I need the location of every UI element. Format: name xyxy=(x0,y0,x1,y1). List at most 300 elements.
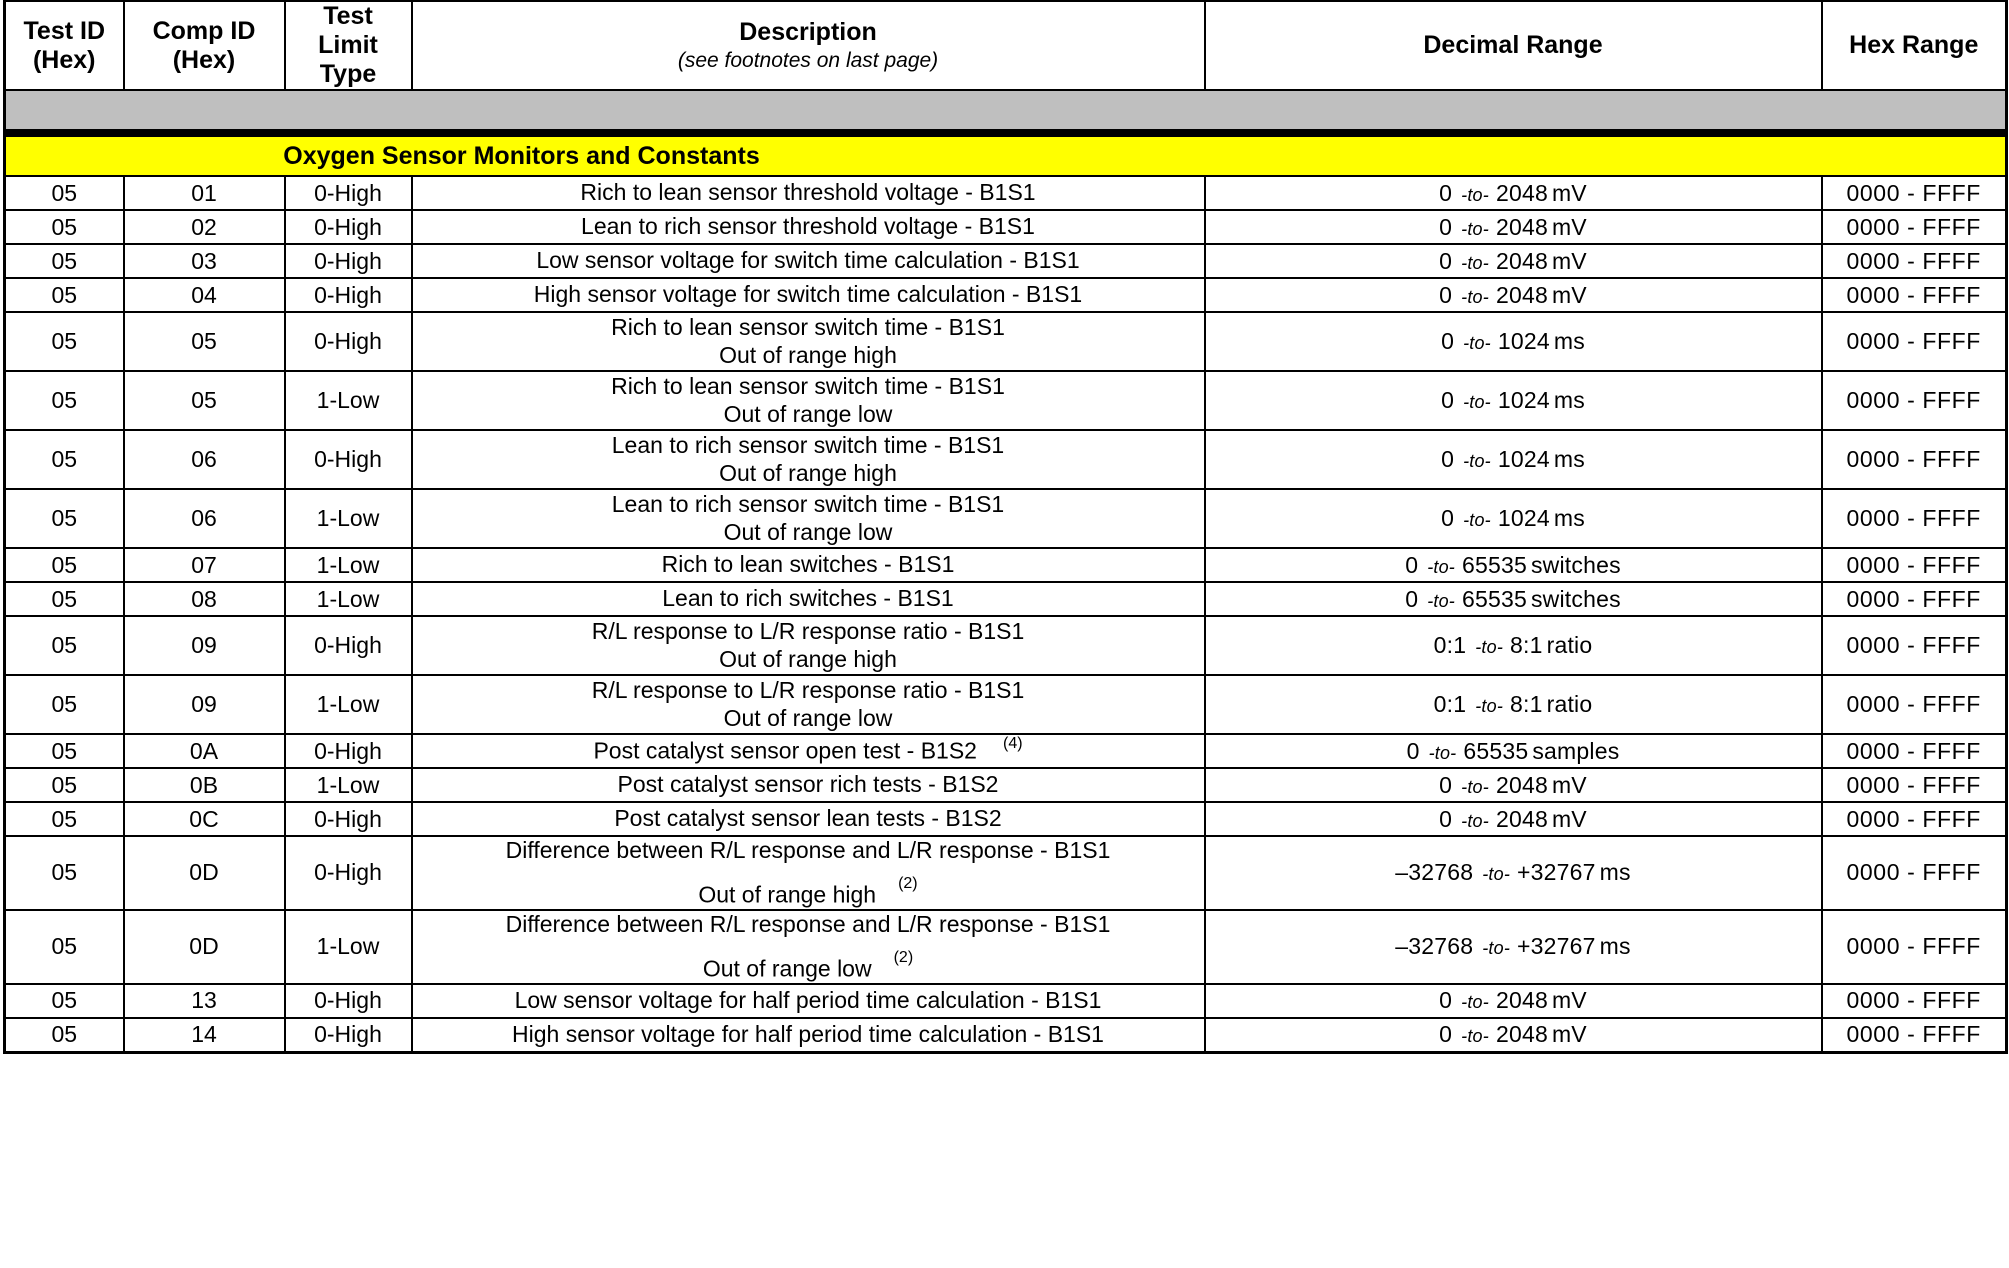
comp-id-value: 0A xyxy=(189,737,219,764)
test-limit-type-value: 1-Low xyxy=(316,585,380,612)
table-row xyxy=(5,1018,2007,1053)
decimal-range-separator: -to- xyxy=(1461,810,1489,831)
comp-id-value: 0D xyxy=(189,859,219,886)
decimal-range-separator: -to- xyxy=(1461,1026,1489,1047)
hex-range-low: 0000 xyxy=(1846,1021,1901,1048)
decimal-range-high: +32767 xyxy=(1517,859,1596,886)
cell-comp-id xyxy=(124,675,285,734)
cell-hex-range xyxy=(1822,616,2007,675)
column-header-limit-line3: Type xyxy=(319,60,377,88)
description-line-2: Out of range low xyxy=(723,401,893,427)
decimal-range-high: 1024 xyxy=(1497,446,1550,472)
hex-range-high: FFFF xyxy=(1922,859,1981,886)
cell-test-id xyxy=(5,430,124,489)
comp-id-value: 0B xyxy=(189,771,219,798)
decimal-range-separator: -to- xyxy=(1461,252,1489,273)
cell-comp-id xyxy=(124,244,285,278)
description-line-2: Out of range high xyxy=(719,646,897,672)
cell-decimal-range xyxy=(1205,802,1822,836)
cell-description xyxy=(412,984,1205,1018)
hex-range-low: 0000 xyxy=(1846,505,1901,531)
column-header-comp-id-line1: Comp ID xyxy=(152,16,256,45)
cell-test-id xyxy=(5,984,124,1018)
decimal-range-low: 0 xyxy=(1439,987,1453,1014)
cell-description xyxy=(412,768,1205,802)
hex-range-separator: - xyxy=(1907,213,1916,240)
decimal-range-unit: switches xyxy=(1530,585,1621,612)
cell-test-limit-type xyxy=(285,836,412,910)
cell-test-limit-type xyxy=(285,176,412,210)
decimal-range-separator: -to- xyxy=(1482,864,1511,885)
cell-hex-range xyxy=(1822,836,2007,910)
decimal-range-separator: -to- xyxy=(1427,556,1456,577)
hex-range-high: FFFF xyxy=(1922,328,1981,354)
decimal-range-unit: ms xyxy=(1553,328,1585,354)
table-row xyxy=(5,548,2007,582)
test-limit-type-value: 0-High xyxy=(314,737,382,764)
test-limit-type-value: 0-High xyxy=(314,859,382,886)
footnote-marker: (2) xyxy=(893,949,914,967)
hex-range-high: FFFF xyxy=(1922,213,1981,240)
cell-comp-id xyxy=(124,312,285,371)
description-line-1: High sensor voltage for switch time calculation - B1S1 xyxy=(533,281,1083,308)
decimal-range-high: +32767 xyxy=(1517,933,1596,960)
test-limit-type-value: 0-High xyxy=(314,632,382,658)
cell-description xyxy=(412,836,1205,910)
test-id-value: 05 xyxy=(51,281,78,308)
decimal-range-high: 65535 xyxy=(1462,585,1527,612)
cell-test-limit-type xyxy=(285,210,412,244)
test-limit-type-value: 1-Low xyxy=(316,691,380,717)
decimal-range-low: –32768 xyxy=(1395,933,1474,960)
hex-range-low: 0000 xyxy=(1846,213,1901,240)
decimal-range-unit: ms xyxy=(1553,505,1585,531)
cell-decimal-range xyxy=(1205,768,1822,802)
column-header-test-id xyxy=(5,1,124,90)
comp-id-value: 07 xyxy=(191,551,217,578)
hex-range-high: FFFF xyxy=(1922,247,1981,274)
hex-range-high: FFFF xyxy=(1922,505,1981,531)
hex-range-low: 0000 xyxy=(1846,179,1901,206)
cell-comp-id xyxy=(124,802,285,836)
cell-comp-id xyxy=(124,210,285,244)
cell-decimal-range xyxy=(1205,489,1822,548)
cell-description xyxy=(412,371,1205,430)
cell-description xyxy=(412,910,1205,984)
column-header-test-id-line2: (Hex) xyxy=(32,45,96,74)
column-header-description-footnote-note: (see footnotes on last page) xyxy=(677,48,939,72)
cell-test-limit-type xyxy=(285,910,412,984)
decimal-range-separator: -to- xyxy=(1461,184,1489,205)
cell-description xyxy=(412,734,1205,768)
hex-range-low: 0000 xyxy=(1846,446,1901,472)
table-row xyxy=(5,278,2007,312)
decimal-range-low: 0:1 xyxy=(1433,632,1467,658)
decimal-range-separator: -to- xyxy=(1482,938,1511,959)
description-line-2: Out of range low xyxy=(723,519,893,545)
table-row xyxy=(5,210,2007,244)
table-row xyxy=(5,768,2007,802)
cell-hex-range xyxy=(1822,371,2007,430)
cell-comp-id xyxy=(124,489,285,548)
comp-id-value: 0D xyxy=(189,933,219,960)
decimal-range-unit: mV xyxy=(1551,213,1587,240)
hex-range-separator: - xyxy=(1907,737,1916,764)
decimal-range-unit: ms xyxy=(1553,446,1585,472)
hex-range-low: 0000 xyxy=(1846,691,1901,717)
cell-decimal-range xyxy=(1205,734,1822,768)
cell-test-limit-type xyxy=(285,802,412,836)
comp-id-value: 09 xyxy=(191,632,217,658)
hex-range-low: 0000 xyxy=(1846,328,1901,354)
decimal-range-high: 1024 xyxy=(1497,505,1550,531)
test-id-value: 05 xyxy=(51,691,78,717)
column-header-description xyxy=(412,1,1205,90)
gray-separator-band xyxy=(5,90,2007,133)
header-row xyxy=(5,1,2007,90)
cell-test-id xyxy=(5,1018,124,1053)
decimal-range-low: 0 xyxy=(1441,328,1455,354)
decimal-range-low: 0 xyxy=(1441,505,1455,531)
cell-hex-range xyxy=(1822,210,2007,244)
test-limit-type-value: 0-High xyxy=(314,1021,382,1048)
cell-decimal-range xyxy=(1205,836,1822,910)
hex-range-high: FFFF xyxy=(1922,987,1981,1014)
cell-hex-range xyxy=(1822,675,2007,734)
cell-hex-range xyxy=(1822,1018,2007,1053)
cell-decimal-range xyxy=(1205,278,1822,312)
cell-hex-range xyxy=(1822,910,2007,984)
decimal-range-unit: ms xyxy=(1553,387,1585,413)
cell-test-id xyxy=(5,278,124,312)
cell-hex-range xyxy=(1822,278,2007,312)
cell-description xyxy=(412,548,1205,582)
hex-range-low: 0000 xyxy=(1846,247,1901,274)
cell-comp-id xyxy=(124,616,285,675)
hex-range-separator: - xyxy=(1907,632,1916,658)
test-id-value: 05 xyxy=(51,632,78,658)
cell-test-limit-type xyxy=(285,548,412,582)
cell-comp-id xyxy=(124,910,285,984)
decimal-range-separator: -to- xyxy=(1461,776,1489,797)
comp-id-value: 08 xyxy=(191,585,217,612)
description-line-1: Lean to rich sensor switch time - B1S1 xyxy=(611,431,1005,458)
cell-description xyxy=(412,176,1205,210)
cell-hex-range xyxy=(1822,244,2007,278)
description-line-1: Rich to lean switches - B1S1 xyxy=(661,551,955,578)
decimal-range-separator: -to- xyxy=(1461,218,1489,239)
decimal-range-high: 2048 xyxy=(1495,987,1548,1014)
hex-range-high: FFFF xyxy=(1922,691,1981,717)
cell-test-id xyxy=(5,210,124,244)
test-id-value: 05 xyxy=(51,859,78,886)
hex-range-separator: - xyxy=(1907,505,1916,531)
hex-range-separator: - xyxy=(1907,691,1916,717)
description-line-1: Low sensor voltage for switch time calculation - B1S1 xyxy=(536,247,1080,274)
column-header-limit-line1: Test xyxy=(323,2,373,30)
hex-range-separator: - xyxy=(1907,1021,1916,1048)
cell-comp-id xyxy=(124,430,285,489)
hex-range-high: FFFF xyxy=(1922,585,1981,612)
hex-range-separator: - xyxy=(1907,247,1916,274)
test-limit-type-value: 0-High xyxy=(314,281,382,308)
hex-range-low: 0000 xyxy=(1846,737,1901,764)
cell-decimal-range xyxy=(1205,675,1822,734)
hex-range-separator: - xyxy=(1907,179,1916,206)
cell-test-id xyxy=(5,675,124,734)
cell-test-id xyxy=(5,910,124,984)
decimal-range-high: 8:1 xyxy=(1510,632,1543,658)
decimal-range-high: 8:1 xyxy=(1510,691,1543,717)
hex-range-low: 0000 xyxy=(1846,771,1901,798)
cell-test-id xyxy=(5,802,124,836)
description-line-1: Low sensor voltage for half period time calculation - B1S1 xyxy=(514,987,1102,1014)
decimal-range-low: –32768 xyxy=(1395,859,1474,886)
hex-range-separator: - xyxy=(1907,281,1916,308)
test-id-value: 05 xyxy=(51,247,78,274)
hex-range-high: FFFF xyxy=(1922,446,1981,472)
cell-test-id xyxy=(5,836,124,910)
test-limit-type-value: 1-Low xyxy=(316,387,380,413)
column-header-test-limit-type xyxy=(285,1,412,90)
test-limit-type-value: 0-High xyxy=(314,446,382,472)
test-limit-type-value: 0-High xyxy=(314,179,382,206)
description-line-1: Post catalyst sensor open test - B1S2 $^{(4)}$ xyxy=(593,735,1023,764)
hex-range-separator: - xyxy=(1907,987,1916,1014)
cell-decimal-range xyxy=(1205,910,1822,984)
cell-hex-range xyxy=(1822,548,2007,582)
cell-test-id xyxy=(5,734,124,768)
hex-range-separator: - xyxy=(1907,585,1916,612)
test-id-value: 05 xyxy=(51,1021,78,1048)
cell-hex-range xyxy=(1822,984,2007,1018)
hex-range-low: 0000 xyxy=(1846,585,1901,612)
hex-range-low: 0000 xyxy=(1846,551,1901,578)
decimal-range-unit: ratio xyxy=(1546,632,1593,658)
decimal-range-separator: -to- xyxy=(1463,392,1491,412)
cell-comp-id xyxy=(124,278,285,312)
decimal-range-separator: -to- xyxy=(1461,992,1489,1013)
hex-range-high: FFFF xyxy=(1922,551,1981,578)
column-header-limit-line2: Limit xyxy=(318,31,378,59)
table-header xyxy=(5,1,2007,90)
description-line-2: Out of range high xyxy=(719,342,897,368)
cell-description xyxy=(412,244,1205,278)
decimal-range-high: 2048 xyxy=(1495,281,1548,308)
comp-id-value: 14 xyxy=(191,1021,217,1048)
table-row xyxy=(5,430,2007,489)
decimal-range-high: 2048 xyxy=(1495,247,1548,274)
decimal-range-separator: -to- xyxy=(1427,590,1456,611)
comp-id-value: 13 xyxy=(191,987,217,1014)
test-id-value: 05 xyxy=(51,585,78,612)
cell-comp-id xyxy=(124,176,285,210)
decimal-range-unit: ms xyxy=(1599,933,1631,960)
comp-id-value: 05 xyxy=(191,328,217,354)
hex-range-high: FFFF xyxy=(1922,387,1981,413)
table-body xyxy=(5,90,2007,1052)
description-line-1: R/L response to L/R response ratio - B1S1 xyxy=(591,676,1025,703)
cell-test-id xyxy=(5,371,124,430)
table-row xyxy=(5,802,2007,836)
cell-test-limit-type xyxy=(285,734,412,768)
hex-range-high: FFFF xyxy=(1922,737,1981,764)
cell-hex-range xyxy=(1822,312,2007,371)
hex-range-separator: - xyxy=(1907,551,1916,578)
test-id-value: 05 xyxy=(51,933,78,960)
table-row xyxy=(5,910,2007,984)
cell-test-limit-type xyxy=(285,312,412,371)
cell-comp-id xyxy=(124,768,285,802)
decimal-range-high: 65535 xyxy=(1462,551,1527,578)
cell-test-limit-type xyxy=(285,430,412,489)
comp-id-value: 01 xyxy=(191,179,217,206)
table-row xyxy=(5,312,2007,371)
decimal-range-unit: mV xyxy=(1551,281,1587,308)
cell-decimal-range xyxy=(1205,312,1822,371)
table-row xyxy=(5,836,2007,910)
cell-test-limit-type xyxy=(285,371,412,430)
gray-separator-cell xyxy=(5,90,2007,133)
decimal-range-low: 0 xyxy=(1439,1021,1453,1048)
column-header-hex-range xyxy=(1822,1,2007,90)
comp-id-value: 04 xyxy=(191,281,217,308)
cell-decimal-range xyxy=(1205,984,1822,1018)
table-row xyxy=(5,489,2007,548)
decimal-range-low: 0 xyxy=(1439,247,1453,274)
table-row xyxy=(5,371,2007,430)
decimal-range-unit: ratio xyxy=(1546,691,1593,717)
test-limit-type-value: 1-Low xyxy=(316,551,380,578)
cell-decimal-range xyxy=(1205,430,1822,489)
decimal-range-high: 2048 xyxy=(1495,213,1548,240)
cell-decimal-range xyxy=(1205,582,1822,616)
cell-description xyxy=(412,489,1205,548)
cell-decimal-range xyxy=(1205,176,1822,210)
cell-comp-id xyxy=(124,984,285,1018)
cell-description xyxy=(412,278,1205,312)
cell-test-limit-type xyxy=(285,244,412,278)
test-limit-type-value: 0-High xyxy=(314,987,382,1014)
cell-test-id xyxy=(5,616,124,675)
cell-hex-range xyxy=(1822,802,2007,836)
cell-test-id xyxy=(5,582,124,616)
decimal-range-high: 2048 xyxy=(1495,771,1548,798)
cell-description xyxy=(412,430,1205,489)
cell-test-limit-type xyxy=(285,278,412,312)
hex-range-high: FFFF xyxy=(1922,771,1981,798)
description-line-2: Out of range low xyxy=(723,705,893,731)
cell-hex-range xyxy=(1822,582,2007,616)
cell-hex-range xyxy=(1822,768,2007,802)
decimal-range-high: 1024 xyxy=(1497,387,1550,413)
decimal-range-low: 0:1 xyxy=(1433,691,1467,717)
description-line-1: Post catalyst sensor rich tests - B1S2 xyxy=(617,771,999,798)
hex-range-separator: - xyxy=(1907,805,1916,832)
description-line-2: Out of range high xyxy=(719,460,897,486)
cell-comp-id xyxy=(124,548,285,582)
cell-decimal-range xyxy=(1205,210,1822,244)
hex-range-separator: - xyxy=(1907,446,1916,472)
decimal-range-unit: samples xyxy=(1532,737,1620,764)
test-id-value: 05 xyxy=(51,771,78,798)
cell-description xyxy=(412,582,1205,616)
test-limit-type-value: 1-Low xyxy=(316,933,380,960)
decimal-range-separator: -to- xyxy=(1463,333,1491,353)
decimal-range-low: 0 xyxy=(1439,179,1453,206)
table-row xyxy=(5,984,2007,1018)
cell-comp-id xyxy=(124,836,285,910)
decimal-range-low: 0 xyxy=(1439,281,1453,308)
hex-range-separator: - xyxy=(1907,387,1916,413)
cell-description xyxy=(412,210,1205,244)
description-line-1: Lean to rich switches - B1S1 xyxy=(662,585,954,612)
decimal-range-low: 0 xyxy=(1439,213,1453,240)
decimal-range-separator: -to- xyxy=(1463,451,1491,471)
decimal-range-high: 65535 xyxy=(1463,737,1529,764)
cell-test-limit-type xyxy=(285,768,412,802)
table-row xyxy=(5,582,2007,616)
hex-range-high: FFFF xyxy=(1922,1021,1981,1048)
decimal-range-high: 2048 xyxy=(1495,1021,1548,1048)
comp-id-value: 03 xyxy=(191,247,217,274)
decimal-range-separator: -to- xyxy=(1475,637,1504,657)
description-line-1: Rich to lean sensor threshold voltage - B1S1 xyxy=(580,179,1036,206)
hex-range-separator: - xyxy=(1907,933,1916,960)
hex-range-high: FFFF xyxy=(1922,805,1981,832)
cell-comp-id xyxy=(124,371,285,430)
description-line-1: Lean to rich sensor switch time - B1S1 xyxy=(611,490,1005,517)
hex-range-low: 0000 xyxy=(1846,933,1901,960)
cell-decimal-range xyxy=(1205,371,1822,430)
cell-description xyxy=(412,616,1205,675)
decimal-range-separator: -to- xyxy=(1463,510,1491,530)
cell-test-id xyxy=(5,768,124,802)
hex-range-low: 0000 xyxy=(1846,281,1901,308)
comp-id-value: 05 xyxy=(191,387,217,413)
footnote-marker: (2) xyxy=(898,875,918,893)
decimal-range-low: 0 xyxy=(1441,387,1455,413)
footnote-marker: (4) xyxy=(1002,735,1023,753)
decimal-range-low: 0 xyxy=(1405,585,1419,612)
cell-test-limit-type xyxy=(285,616,412,675)
cell-test-limit-type xyxy=(285,675,412,734)
test-id-value: 05 xyxy=(51,987,78,1014)
cell-comp-id xyxy=(124,1018,285,1053)
cell-description xyxy=(412,802,1205,836)
decimal-range-low: 0 xyxy=(1406,737,1420,764)
comp-id-value: 09 xyxy=(191,691,217,717)
section-title-text: Oxygen Sensor Monitors and Constants xyxy=(283,141,760,170)
hex-range-high: FFFF xyxy=(1922,933,1981,960)
hex-range-low: 0000 xyxy=(1846,632,1901,658)
decimal-range-separator: -to- xyxy=(1428,742,1457,763)
test-id-value: 05 xyxy=(51,328,78,354)
hex-range-high: FFFF xyxy=(1922,179,1981,206)
decimal-range-unit: mV xyxy=(1551,247,1587,274)
decimal-range-low: 0 xyxy=(1439,805,1453,832)
test-limit-type-value: 0-High xyxy=(314,247,382,274)
description-line-1: High sensor voltage for half period time calculation - B1S1 xyxy=(512,1021,1104,1048)
decimal-range-unit: mV xyxy=(1551,805,1587,832)
cell-test-id xyxy=(5,244,124,278)
decimal-range-low: 0 xyxy=(1405,551,1419,578)
hex-range-high: FFFF xyxy=(1922,632,1981,658)
decimal-range-unit: mV xyxy=(1551,1021,1587,1048)
test-limit-type-value: 0-High xyxy=(314,213,382,240)
description-line-1: Difference between R/L response and L/R response - B1S1 xyxy=(505,837,1111,863)
description-line-1: Rich to lean sensor switch time - B1S1 xyxy=(611,372,1005,399)
